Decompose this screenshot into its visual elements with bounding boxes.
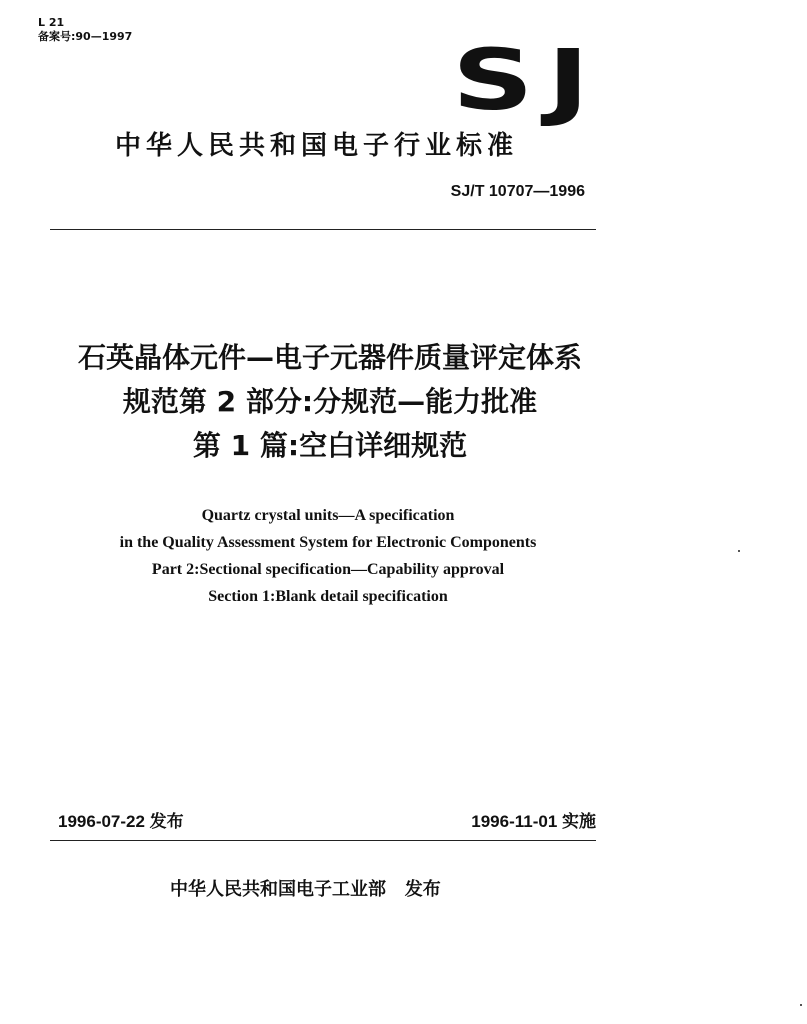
chinese-title <box>40 336 620 468</box>
top-divider <box>50 229 596 230</box>
scan-speck <box>738 550 740 552</box>
chinese-title-line-2: 规范第 2 部分:分规范—能力批准 <box>122 385 538 418</box>
issuing-authority: 中华人民共和国电子工业部 发布 <box>170 879 441 900</box>
standard-title: 中华人民共和国电子行业标准 <box>115 131 519 161</box>
english-title-line-1: Quartz crystal units—A specification <box>201 507 455 524</box>
standard-number: SJ/T 10707—1996 <box>450 183 585 200</box>
chinese-title-line-3: 第 1 篇:空白详细规范 <box>192 429 468 462</box>
sj-logo: SJ <box>452 31 603 129</box>
header-codes <box>38 16 132 44</box>
classification-code: L 21 <box>38 16 65 29</box>
chinese-title-line-1: 石英晶体元件—电子元器件质量评定体系 <box>77 341 582 374</box>
english-title-line-3: Part 2:Sectional specification—Capability approval <box>151 561 505 578</box>
english-title-line-2: in the Quality Assessment System for Electronic Components <box>119 534 537 551</box>
bottom-divider <box>50 840 596 841</box>
scan-speck <box>800 1004 802 1006</box>
record-number: 备案号:90—1997 <box>38 30 133 43</box>
effective-date: 1996-11-01 实施 <box>471 812 596 831</box>
issue-date: 1996-07-22 发布 <box>58 812 184 831</box>
english-title <box>30 502 626 610</box>
english-title-line-4: Section 1:Blank detail specification <box>208 588 448 605</box>
